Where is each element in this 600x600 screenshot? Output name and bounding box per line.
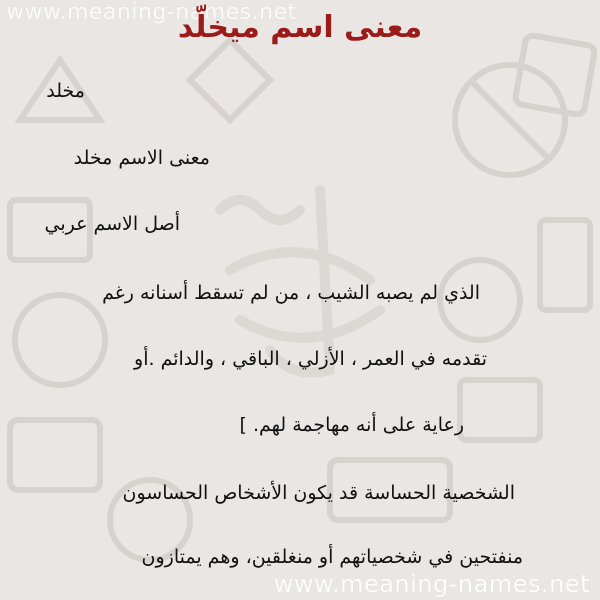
line-name: مخلد xyxy=(46,80,85,102)
line-text-1: الذي لم يصبه الشيب ، من لم تسقط أسنانه رغم xyxy=(102,282,480,304)
line-text-5: منفتحين في شخصياتهم أو منغلقين، وهم يمتازون xyxy=(141,546,523,568)
line-meaning-heading: معنى الاسم مخلد xyxy=(73,147,210,169)
page-title: معنى اسم ميخلّد xyxy=(177,10,423,45)
line-text-2: تقدمه في العمر ، الأزلي ، الباقي ، والدائم .أو xyxy=(134,348,487,370)
line-text-4: الشخصية الحساسة قد يكون الأشخاص الحساسون xyxy=(122,482,515,504)
line-text-3: رعاية على أنه مهاجمة لهم. ] xyxy=(239,414,464,436)
watermark-bottom: www.meaning-names.net xyxy=(273,570,590,598)
watermark-top: www.meaning-names.net xyxy=(6,0,297,25)
line-origin: أصل الاسم عربي xyxy=(44,213,180,235)
